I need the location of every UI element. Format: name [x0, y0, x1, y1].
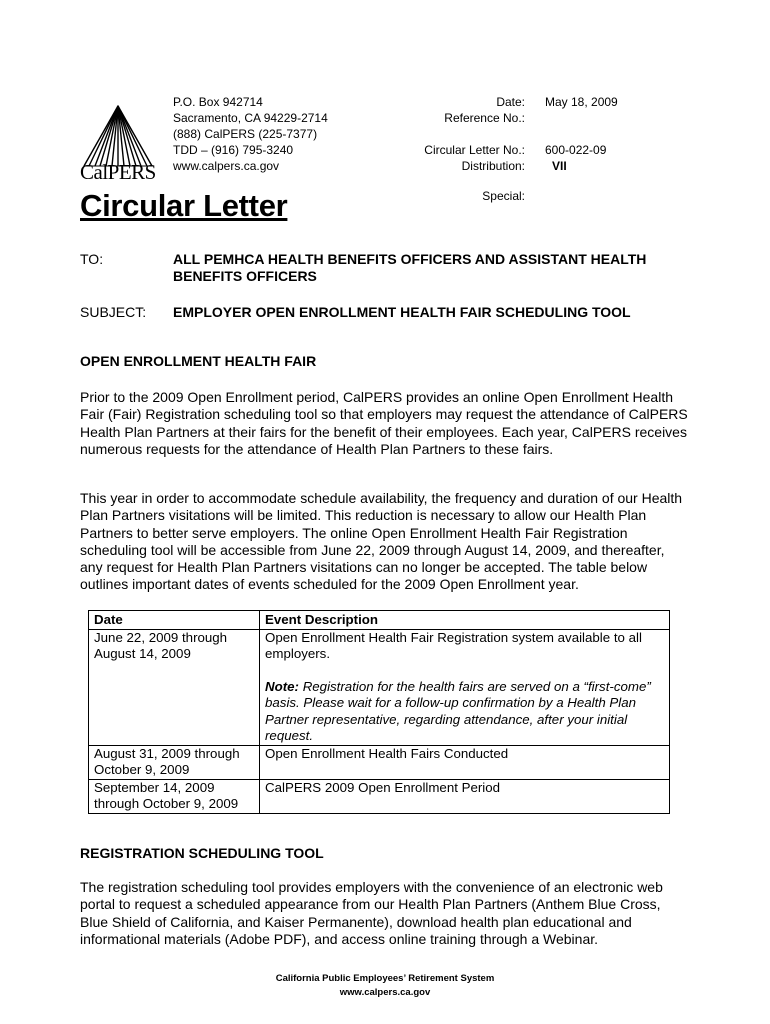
section-heading: OPEN ENROLLMENT HEALTH FAIR	[80, 353, 317, 369]
address-line: (888) CalPERS (225-7377)	[173, 127, 318, 141]
circular-label: Circular Letter No.:	[424, 143, 525, 157]
meta-labels	[400, 94, 525, 174]
subject-label: SUBJECT:	[80, 304, 147, 320]
note-text: Registration for the health fairs are served on a “first-come” basis. Please wait for a follow-up confirmation by a Health Plan Partner representative, regarding attendance, after your initial request.	[265, 678, 651, 743]
event-note	[265, 679, 664, 745]
table-cell-event: Open Enrollment Health Fairs Conducted	[260, 745, 670, 779]
table-header-row	[89, 611, 670, 630]
to-label: TO:	[80, 251, 104, 267]
circular-value: 600-022-09	[545, 143, 607, 157]
footer	[0, 972, 770, 1000]
special-label: Special:	[482, 189, 525, 203]
footer-website: www.calpers.ca.gov	[339, 987, 431, 998]
date-value: May 18, 2009	[545, 95, 618, 109]
section-heading: REGISTRATION SCHEDULING TOOL	[80, 845, 324, 861]
events-table	[88, 610, 670, 814]
table-cell-event: CalPERS 2009 Open Enrollment Period	[260, 779, 670, 813]
table-cell-date: September 14, 2009 through October 9, 2009	[89, 779, 260, 813]
table-row	[89, 745, 670, 779]
paragraph: The registration scheduling tool provides employers with the convenience of an electronic web portal to request a scheduled appearance from our Health Plan Partners (Anthem Blue Cross, Blue Shield of California, and Kaiser Permanente), download health plan educational and informational materials (Adobe PDF), and access online training through a Webinar.	[80, 879, 663, 947]
subject-value: EMPLOYER OPEN ENROLLMENT HEALTH FAIR SCHEDULING TOOL	[173, 304, 631, 320]
paragraph: This year in order to accommodate schedule availability, the frequency and duration of our Health Plan Partners visitations will be limited. This reduction is necessary to allow our Health Plan Partners to better serve employers. The online Open Enrollment Health Fair Registration scheduling tool will be accessible from June 22, 2009 through August 14, 2009, and thereafter, any request for Health Plan Partners visitations can no longer be accepted. The table below outlines important dates of events scheduled for the 2009 Open Enrollment year.	[80, 490, 683, 593]
address-website: www.calpers.ca.gov	[173, 159, 280, 173]
page-title: Circular Letter	[80, 188, 288, 223]
reference-label: Reference No.:	[444, 111, 525, 125]
table-cell-date: August 31, 2009 through October 9, 2009	[89, 745, 260, 779]
column-header-event: Event Description	[260, 611, 670, 630]
table-row	[89, 629, 670, 745]
address-block	[173, 94, 328, 174]
distribution-label: Distribution:	[461, 159, 525, 173]
date-label: Date:	[496, 95, 525, 109]
to-value: ALL PEMHCA HEALTH BENEFITS OFFICERS AND ASSISTANT HEALTH BENEFITS OFFICERS	[173, 251, 647, 284]
address-line: P.O. Box 942714	[173, 95, 263, 109]
note-label: Note:	[265, 678, 299, 694]
paragraph: Prior to the 2009 Open Enrollment period, CalPERS provides an online Open Enrollment Health Fair (Fair) Registration scheduling tool so that employers may request the attendance of CalPERS Health Plan Partners at their fairs for the benefit of their employees. Each year, CalPERS receives numerous requests for the attendance of Health Plan Partners to these fairs.	[80, 389, 688, 457]
address-line: Sacramento, CA 94229-2714	[173, 111, 328, 125]
meta-values	[545, 94, 618, 174]
footer-org-name: California Public Employees’ Retirement System	[275, 973, 495, 984]
event-text: Open Enrollment Health Fair Registration system available to all employers.	[265, 629, 642, 661]
distribution-value: VII	[552, 159, 567, 173]
table-row	[89, 779, 670, 813]
table-cell-event	[260, 629, 670, 745]
table-cell-date: June 22, 2009 through August 14, 2009	[89, 629, 260, 745]
reference-value	[545, 110, 618, 126]
logo-text: CalPERS	[80, 160, 156, 184]
address-line: TDD – (916) 795-3240	[173, 143, 294, 157]
column-header-date: Date	[89, 611, 260, 630]
